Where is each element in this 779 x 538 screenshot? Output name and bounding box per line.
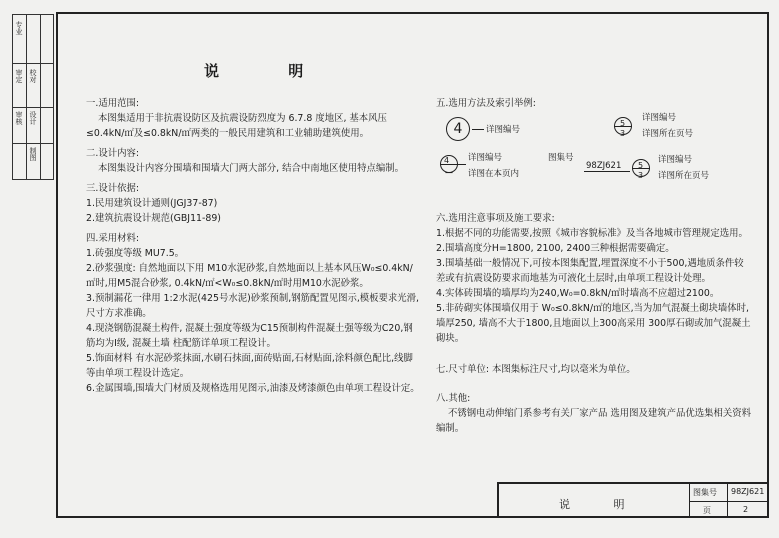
atlas-label: 图集号 bbox=[693, 488, 717, 497]
circle-bottom-number: 3 bbox=[620, 129, 626, 138]
index-example: 4 详图编号 4 — 详图编号 详图在本页内 图集号 98ZJ621 5 3 详图编号 详图所在页号 5 3 详图编号 详图所在页号 bbox=[436, 115, 752, 205]
stub-label: 审核 bbox=[15, 111, 23, 125]
detail-circle: 4 bbox=[446, 117, 470, 141]
atlas-number: 98ZJ621 bbox=[731, 487, 765, 496]
example-label: 详图编号 bbox=[658, 155, 693, 165]
example-label: 详图编号 bbox=[642, 113, 677, 123]
page-label: 页 bbox=[703, 506, 711, 515]
list-item: 3.围墙基础一般情况下,可按本图集配置,埋置深度不小于500,遇地质条件较差或有抗震设防要求而地基为可液化土层时,由单项工程设计处理。 bbox=[436, 258, 744, 284]
list-item: 3.预制漏花一律用 1:2水泥(425号水泥)砂浆预制,钢筋配置见图示,模板要求光滑,尺寸方求准确。 bbox=[86, 293, 420, 319]
stub-label: 专业 bbox=[15, 21, 23, 35]
example-label: 详图在本页内 bbox=[468, 169, 520, 179]
stub-label: 制图 bbox=[29, 147, 37, 161]
circle-top-number: 5 bbox=[620, 119, 626, 128]
example-label: 详图所在页号 bbox=[642, 129, 694, 139]
approval-stub bbox=[12, 14, 54, 180]
section-heading: 八.其他: bbox=[436, 393, 471, 404]
section-heading: 六.选用注意事项及施工要求: bbox=[436, 213, 555, 224]
title-block bbox=[497, 482, 769, 518]
list-item: 2.围墙高度分H=1800, 2100, 2400三种根据需要确定。 bbox=[436, 243, 675, 254]
list-item: 2.建筑抗震设计规范(GBJ11-89) bbox=[86, 213, 221, 224]
list-item: 5.饰面材料 有水泥砂浆抹面,水刷石抹面,面砖贴面,石材贴面,涂料颜色配比,线脚等由单项工程设计选定。 bbox=[86, 353, 413, 379]
section-heading: 二.设计内容: bbox=[86, 148, 140, 159]
stub-label: 校对 bbox=[29, 69, 37, 83]
list-item: 1.砖强度等级 MU7.5。 bbox=[86, 248, 185, 259]
title-block-name: 说 明 bbox=[559, 498, 645, 511]
circle-top-number: 4 bbox=[444, 156, 450, 165]
list-item: 6.金属围墙,围墙大门材质及规格选用见图示,油漆及烤漆颜色由单项工程设计定。 bbox=[86, 383, 420, 394]
list-item: 2.砂浆强度: 自然地面以下用 M10水泥砂浆,自然地面以上基本风压W₀≤0.4kN/㎡时,用M5混合砂浆, 0.4kN/㎡<W₀≤0.8kN/㎡时用M10水泥砂浆。 bbox=[86, 263, 413, 289]
book-number: 98ZJ621 bbox=[586, 161, 622, 171]
list-item: 1.民用建筑设计通则(JGJ37-87) bbox=[86, 198, 218, 209]
list-item: 4.实体砖围墙的墙厚均为240,W₀=0.8kN/㎡时墙高不应超过2100。 bbox=[436, 288, 720, 299]
example-label: 详图编号 bbox=[468, 153, 503, 163]
section-heading: 三.设计依据: bbox=[86, 183, 140, 194]
section-heading: 五.选用方法及索引举例: bbox=[436, 98, 536, 109]
page-title: 说 明 bbox=[204, 62, 336, 80]
example-label: 详图所在页号 bbox=[658, 171, 710, 181]
example-label: 详图编号 bbox=[486, 125, 521, 135]
section-text: 本图集适用于非抗震设防区及抗震设防烈度为 6.7.8 度地区, 基本风压≤0.4kN/㎡及≤0.8kN/㎡两类的一般民用建筑和工业辅助建筑使用。 bbox=[86, 113, 387, 139]
list-item: 4.现浇钢筋混凝土构件, 混凝土强度等级为C15预制构件混凝土强等级为C20,钢筋均为Ⅰ级, 混凝土墙 柱配筋详单项工程设计。 bbox=[86, 323, 413, 349]
list-item: 1.根据不同的功能需要,按照《城市容貌标准》及当各地城市管理规定选用。 bbox=[436, 228, 748, 239]
circle-bottom-number: 3 bbox=[638, 171, 644, 180]
list-item: 5.非砖砌实体围墙仅用于 W₀≤0.8kN/㎡的地区,当为加气混凝土砌块墙体时,墙厚250, 墙高不大于1800,且地面以上300高采用 300厚石砌或加气混凝土砌块。 bbox=[436, 303, 751, 344]
section-text: 本图集设计内容分围墙和围墙大门两大部分, 结合中南地区使用特点编制。 bbox=[98, 163, 404, 174]
stub-label: 审定 bbox=[15, 69, 23, 83]
stub-label: 设计 bbox=[29, 111, 37, 125]
section-heading: 四.采用材料: bbox=[86, 233, 140, 244]
book-label: 图集号 bbox=[548, 153, 574, 163]
circle-top-number: 5 bbox=[638, 161, 644, 170]
section-heading: 一.适用范围: bbox=[86, 98, 140, 109]
page-number: 2 bbox=[743, 505, 749, 514]
section-text: 不锈钢电动伸缩门系参考有关厂家产品 选用图及建筑产品优选集相关资料编制。 bbox=[436, 408, 751, 434]
section-heading: 七.尺寸单位: 本图集标注尺寸,均以毫米为单位。 bbox=[436, 364, 636, 375]
left-column bbox=[86, 96, 422, 396]
right-column bbox=[436, 96, 752, 436]
